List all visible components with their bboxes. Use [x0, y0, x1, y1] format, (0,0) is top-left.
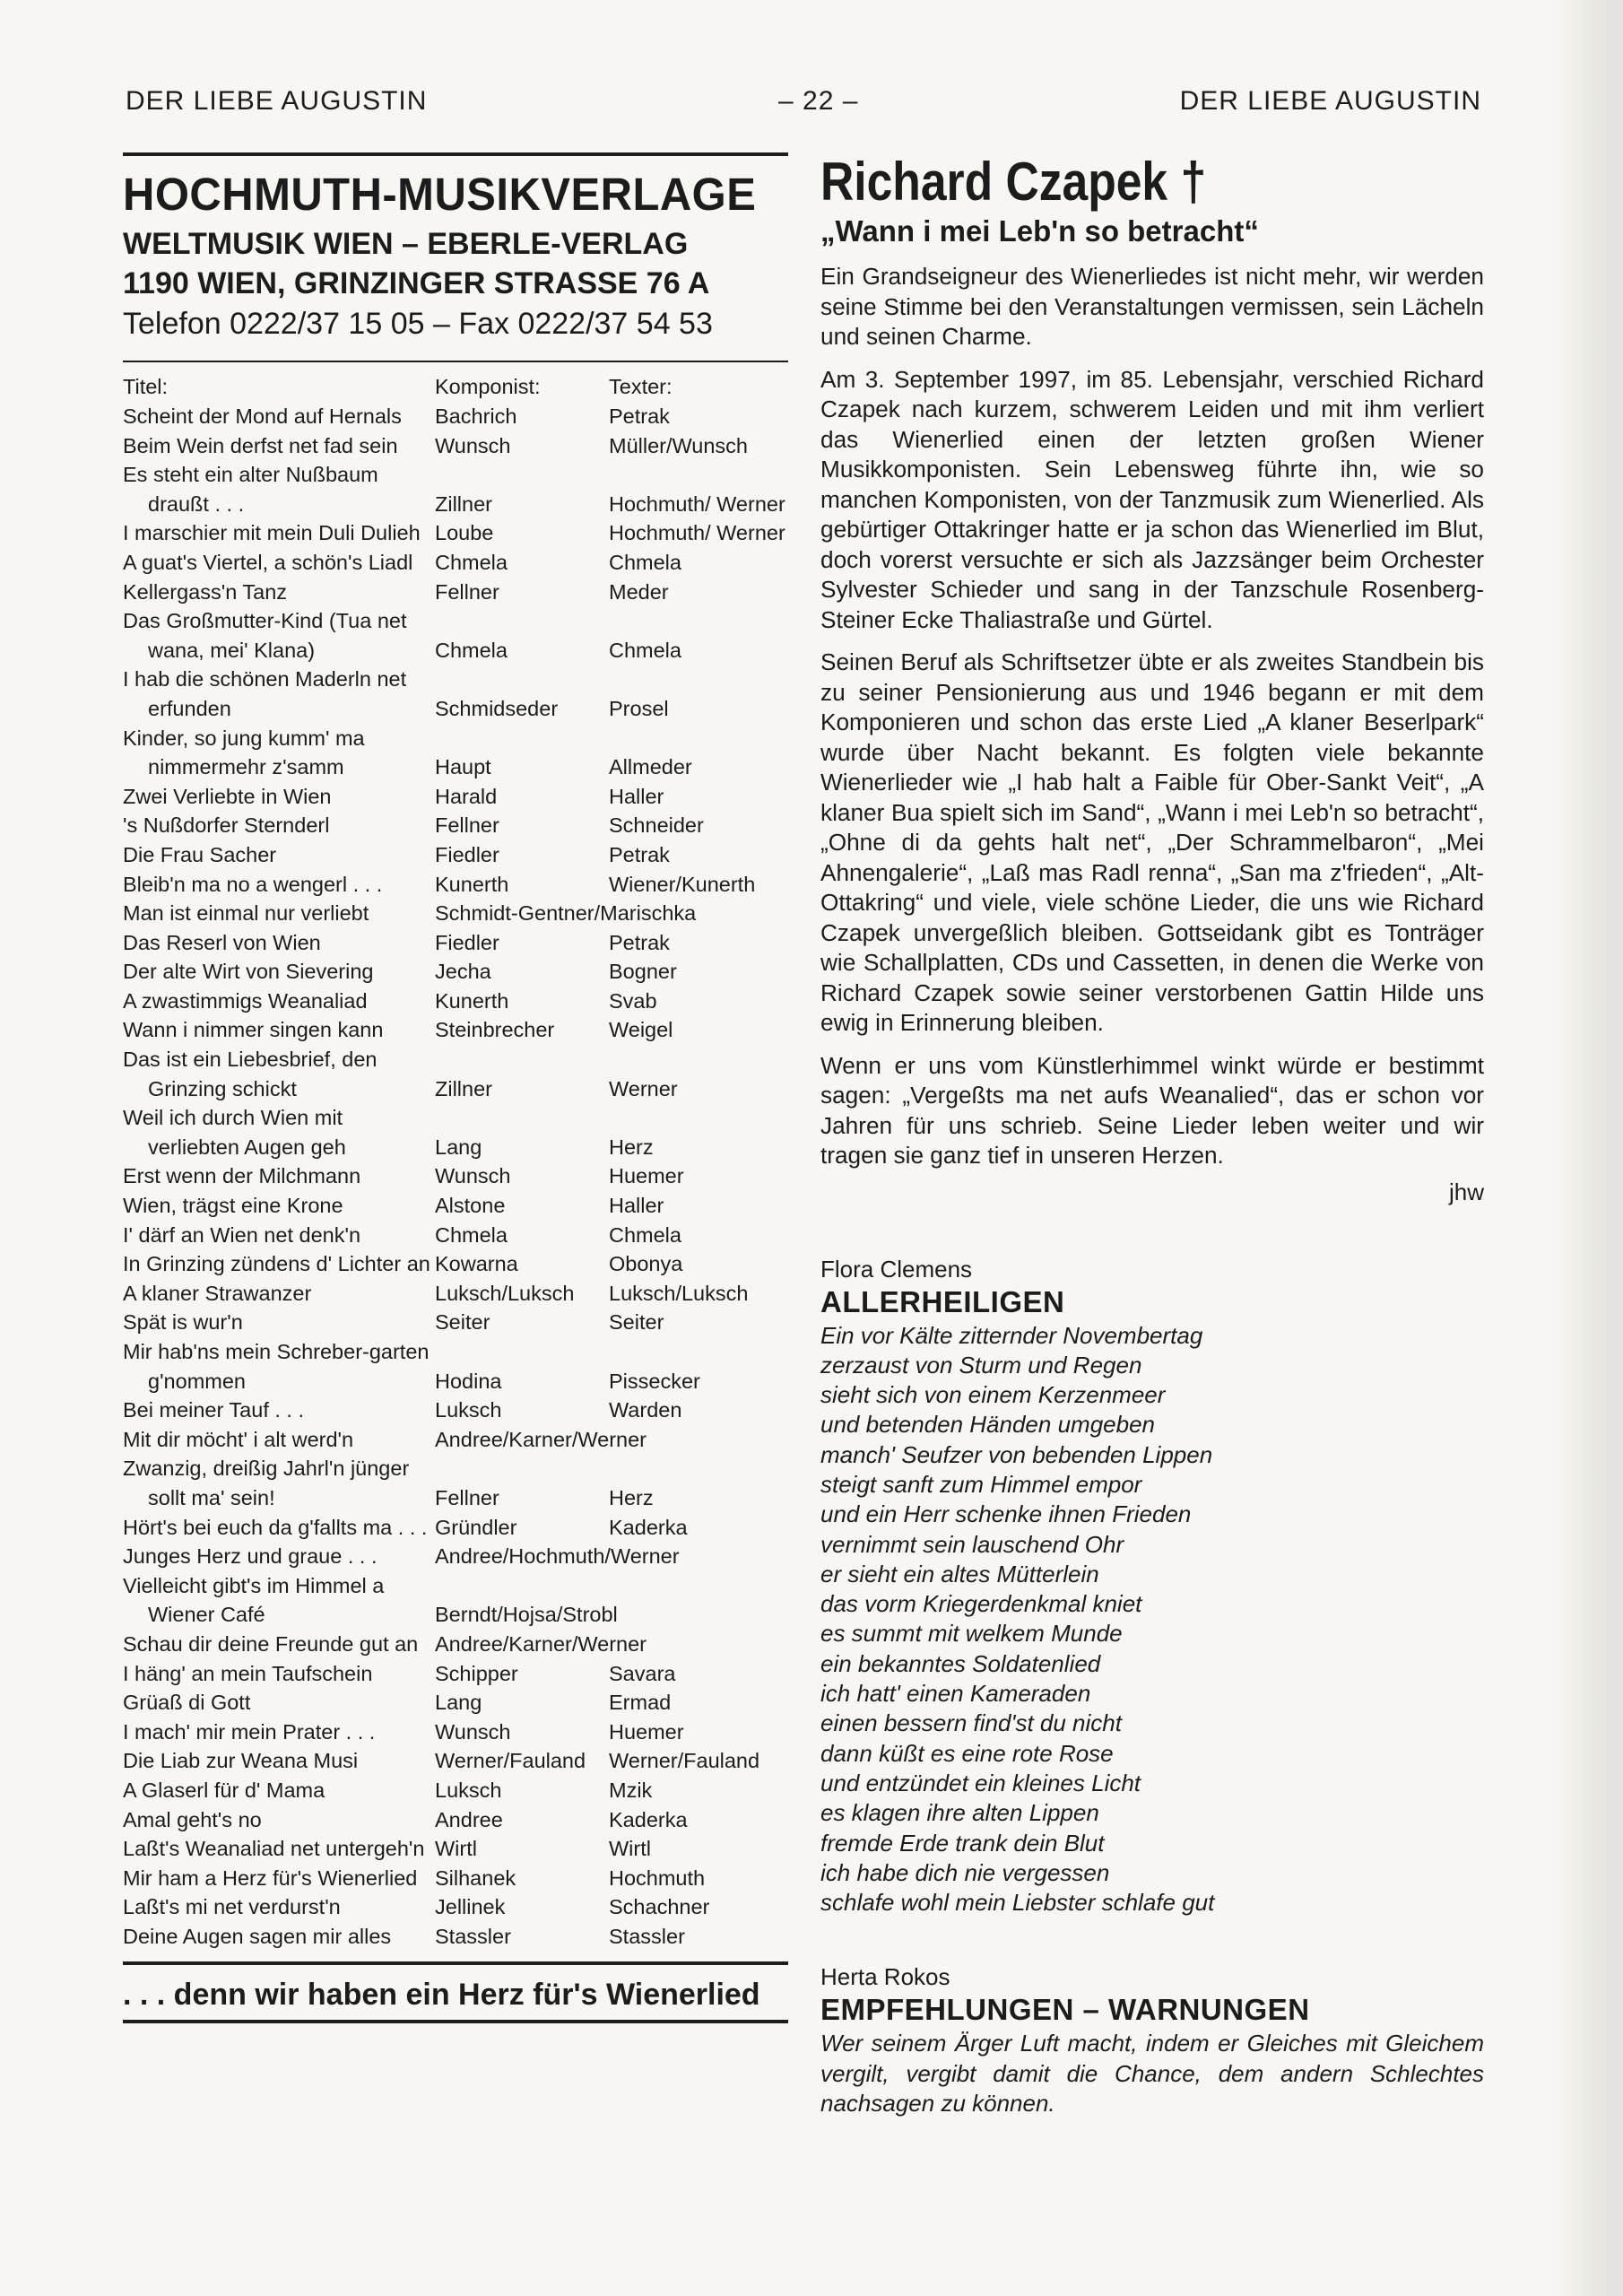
song-row	[123, 578, 788, 607]
song-row	[123, 782, 788, 812]
song-lyricist: Seiter	[609, 1310, 664, 1335]
column-title: Titel:	[123, 375, 169, 398]
aphorism-text: Wer seinem Ärger Luft macht, indem er Gleiches mit Gleichem vergilt, vergibt damit die Chance, dem andern Schlechtes nachsagen zu können.	[820, 2030, 1484, 2118]
song-composer: Lang	[435, 1135, 482, 1159]
song-lyricist: Kaderka	[609, 1515, 688, 1539]
song-lyricist: Schachner	[609, 1895, 710, 1919]
song-title: Hört's bei euch da g'fallts ma . . .	[123, 1515, 428, 1539]
song-row	[123, 431, 788, 461]
song-title: In Grinzing zündens d' Lichter an	[123, 1252, 430, 1276]
song-title: Weil ich durch Wien mit verliebten Augen geh	[123, 1106, 346, 1159]
song-composer: Zillner	[435, 1076, 492, 1100]
song-title: Amal geht's no	[123, 1807, 262, 1831]
song-row	[123, 1571, 788, 1630]
song-lyricist: Obonya	[609, 1252, 683, 1276]
song-composer: Fellner	[435, 579, 499, 604]
column-lyricist: Texter:	[609, 375, 673, 398]
song-row	[123, 840, 788, 870]
poem-line: das vorm Kriegerdenkmal kniet	[820, 1590, 1142, 1618]
song-title: Laßt's mi net verdurst'n	[123, 1895, 341, 1919]
song-title: Wann i nimmer singen kann	[123, 1018, 384, 1042]
song-title: Man ist einmal nur verliebt	[123, 901, 369, 926]
song-row	[123, 1425, 788, 1455]
song-lyricist: Chmela	[609, 1222, 681, 1247]
poem-title: ALLERHEILIGEN	[820, 1284, 1065, 1318]
song-title: Deine Augen sagen mir alles	[123, 1924, 392, 1948]
song-composer: Luksch/Luksch	[435, 1281, 575, 1305]
song-lyricist: Wiener/Kunerth	[609, 872, 756, 896]
song-composer: Steinbrecher	[435, 1018, 555, 1042]
song-row	[123, 870, 788, 900]
song-title: Grüaß di Gott	[123, 1691, 251, 1715]
song-composer: Alstone	[435, 1194, 506, 1218]
song-composer: Chmela	[435, 550, 508, 574]
song-title: I häng' an mein Taufschein	[123, 1661, 373, 1685]
song-composer: Chmela	[435, 1222, 508, 1247]
song-lyricist: Herz	[609, 1485, 654, 1509]
song-composer-lyricist: Schmidt-Gentner/Marischka	[435, 901, 697, 926]
song-row	[123, 1103, 788, 1161]
poem-line: ich habe dich nie vergessen	[820, 1858, 1110, 1886]
column-composer: Komponist:	[435, 375, 541, 398]
obituary-signature: jhw	[1448, 1178, 1484, 1205]
song-lyricist: Haller	[609, 784, 664, 808]
ad-subtitle: WELTMUSIK WIEN – EBERLE-VERLAG	[123, 227, 689, 261]
song-title: Junges Herz und graue . . .	[123, 1544, 378, 1569]
song-lyricist: Prosel	[609, 696, 669, 720]
poem-line: und betenden Händen umgeben	[820, 1411, 1155, 1439]
song-row	[123, 899, 788, 928]
song-composer: Loube	[435, 521, 494, 545]
song-row	[123, 1045, 788, 1103]
song-title: I hab die schönen Maderln net erfunden	[123, 667, 407, 720]
song-composer: Bachrich	[435, 404, 517, 428]
ad-rule	[123, 361, 788, 362]
right-column	[820, 152, 1484, 2119]
song-title: Laßt's Weanaliad net untergeh'n	[123, 1837, 425, 1861]
song-lyricist: Weigel	[609, 1018, 673, 1042]
song-composer: Schmidseder	[435, 696, 559, 720]
song-composer-lyricist: Andree/Hochmuth/Werner	[435, 1544, 680, 1569]
top-rule	[123, 152, 788, 156]
poem-line: es klagen ihre alten Lippen	[820, 1799, 1099, 1827]
poem-line: ein bekanntes Soldatenlied	[820, 1649, 1101, 1677]
song-title: Bei meiner Tauf . . .	[123, 1398, 305, 1422]
song-composer-lyricist: Berndt/Hojsa/Strobl	[435, 1603, 618, 1627]
page-edge	[1607, 0, 1623, 2296]
song-lyricist: Wirtl	[609, 1837, 651, 1861]
song-table	[123, 371, 788, 1951]
song-row	[123, 1834, 788, 1864]
poem-line: steigt sanft zum Himmel empor	[820, 1470, 1142, 1498]
song-composer: Silhanek	[435, 1866, 516, 1890]
song-row	[123, 1337, 788, 1396]
song-lyricist: Meder	[609, 579, 669, 604]
song-lyricist: Chmela	[609, 638, 681, 662]
song-composer: Lang	[435, 1691, 482, 1715]
song-row	[123, 1922, 788, 1952]
song-row	[123, 548, 788, 578]
song-composer: Jellinek	[435, 1895, 506, 1919]
song-row	[123, 1746, 788, 1776]
song-title: Vielleicht gibt's im Himmel a Wiener Café	[123, 1573, 385, 1627]
poem-line: zerzaust von Sturm und Regen	[820, 1351, 1142, 1378]
song-title: A klaner Strawanzer	[123, 1281, 312, 1305]
song-lyricist: Schneider	[609, 813, 704, 838]
song-title: Die Frau Sacher	[123, 842, 277, 866]
obituary-subtitle: „Wann i mei Leb'n so betracht“	[820, 214, 1259, 248]
song-lyricist: Hochmuth/ Werner	[609, 491, 785, 516]
song-row	[123, 1015, 788, 1045]
song-composer-lyricist: Andree/Karner/Werner	[435, 1427, 647, 1451]
song-lyricist: Chmela	[609, 550, 681, 574]
song-title: Das Reserl von Wien	[123, 930, 321, 954]
poem-line: einen bessern find'st du nicht	[820, 1709, 1122, 1737]
song-composer: Kowarna	[435, 1252, 518, 1276]
song-lyricist: Luksch/Luksch	[609, 1281, 749, 1305]
song-title: Das ist ein Liebesbrief, den Grinzing schickt	[123, 1048, 378, 1100]
song-composer: Wunsch	[435, 433, 511, 457]
song-row	[123, 1249, 788, 1279]
song-title: Spät is wur'n	[123, 1310, 243, 1335]
song-row	[123, 606, 788, 665]
song-title: A Glaserl für d' Mama	[123, 1778, 325, 1802]
poem-line: Ein vor Kälte zitternder Novembertag	[820, 1321, 1203, 1349]
song-title: Mit dir möcht' i alt werd'n	[123, 1427, 354, 1451]
ad-address: 1190 WIEN, GRINZINGER STRASSE 76 A	[123, 266, 710, 300]
song-title: Zwei Verliebte in Wien	[123, 784, 332, 808]
song-row	[123, 1513, 788, 1543]
song-row	[123, 1805, 788, 1835]
poem-author: Flora Clemens	[820, 1255, 973, 1283]
song-title: Zwanzig, dreißig Jahrl'n jünger sollt ma' sein!	[123, 1457, 410, 1509]
song-row	[123, 1308, 788, 1337]
song-row	[123, 1454, 788, 1512]
song-composer: Haupt	[435, 755, 491, 779]
song-row	[123, 1718, 788, 1747]
song-row	[123, 957, 788, 987]
song-row	[123, 665, 788, 723]
ad-tagline: . . . denn wir haben ein Herz für's Wienerlied	[123, 1978, 760, 2013]
running-head-right: DER LIEBE AUGUSTIN	[1179, 86, 1481, 116]
song-composer: Harald	[435, 784, 498, 808]
obituary-paragraph: Seinen Beruf als Schriftsetzer übte er als zweites Standbein bis zu seiner Pensionierung aus und 1946 begann er mit dem Komponieren und schon das erste Lied „A klaner Beserlpark“ wurde über Nacht bekannt. Es folgten viele bekannte Wienerlieder wie „I hab halt a Faible für Ober-Sankt Veit“, „A klaner Bua spielt sich im Sand“, „Wann i mei Leb'n so betracht“, „Ohne di da gehts halt net“, „Der Schrammelbaron“, „Mei Ahnengalerie“, „Laß mas Radl renna“, „San ma z'frieden“, „Alt-Ottakring“ und viele, viele schöne Lieder, die uns wie Richard Czapek unvergeßlich bleiben. Gottseidank gibt es Tonträger wie Schallplatten, CDs und Cassetten, in denen die Werke von Richard Czapek sowie seiner verstorbenen Gattin Hilde uns ewig in Erinnerung bleiben.	[820, 648, 1484, 1036]
song-lyricist: Hochmuth	[609, 1866, 706, 1890]
song-composer-lyricist: Andree/Karner/Werner	[435, 1631, 647, 1656]
poem-line: manch' Seufzer von bebenden Lippen	[820, 1440, 1213, 1468]
song-composer: Luksch	[435, 1778, 502, 1802]
poem-line: es summt mit welkem Munde	[820, 1620, 1123, 1648]
song-composer: Wirtl	[435, 1837, 477, 1861]
song-title: Kellergass'n Tanz	[123, 579, 288, 604]
song-title: A zwastimmigs Weanaliad	[123, 988, 368, 1013]
song-row	[123, 1191, 788, 1221]
song-lyricist: Stassler	[609, 1924, 685, 1948]
song-lyricist: Pissecker	[609, 1369, 700, 1393]
song-composer: Werner/Fauland	[435, 1749, 586, 1773]
poem-line: er sieht ein altes Mütterlein	[820, 1560, 1099, 1587]
song-composer: Andree	[435, 1807, 503, 1831]
song-title: I marschier mit mein Duli Dulieh	[123, 521, 421, 545]
song-composer: Wunsch	[435, 1164, 511, 1188]
song-lyricist: Kaderka	[609, 1807, 688, 1831]
song-lyricist: Werner/Fauland	[609, 1749, 760, 1773]
song-lyricist: Werner	[609, 1076, 678, 1100]
song-title: Kinder, so jung kumm' ma nimmermehr z'samm	[123, 726, 365, 779]
song-table-header	[123, 371, 788, 402]
obituary-title: Richard Czapek †	[820, 152, 1207, 212]
poem-line: dann küßt es eine rote Rose	[820, 1739, 1114, 1767]
obituary-paragraph: Wenn er uns vom Künstlerhimmel winkt würde er bestimmt sagen: „Vergeßts ma net aufs Weanalied“, das er schon vor Jahren für uns schrieb. Seine Lieder leben weiter und wir tragen sie ganz tief in unseren Herzen.	[820, 1051, 1484, 1169]
song-title: 's Nußdorfer Sternderl	[123, 813, 330, 838]
song-row	[123, 1279, 788, 1309]
song-title: Scheint der Mond auf Hernals	[123, 404, 402, 428]
song-title: Wien, trägst eine Krone	[123, 1194, 343, 1218]
song-lyricist: Savara	[609, 1661, 676, 1685]
song-composer: Stassler	[435, 1924, 511, 1948]
song-lyricist: Huemer	[609, 1719, 684, 1744]
song-lyricist: Allmeder	[609, 755, 692, 779]
song-lyricist: Petrak	[609, 930, 670, 954]
song-composer: Jecha	[435, 960, 491, 984]
song-composer: Fellner	[435, 813, 499, 838]
poem-line: schlafe wohl mein Liebster schlafe gut	[820, 1889, 1215, 1917]
song-composer: Seiter	[435, 1310, 490, 1335]
song-row	[123, 1892, 788, 1922]
song-lyricist: Herz	[609, 1135, 654, 1159]
poem-line: vernimmt sein lauschend Ohr	[820, 1530, 1124, 1558]
song-title: A guat's Viertel, a schön's Liadl	[123, 550, 413, 574]
song-title: Mir hab'ns mein Schreber-garten g'nommen	[123, 1340, 430, 1393]
song-lyricist: Petrak	[609, 404, 670, 428]
song-title: Bleib'n ma no a wengerl . . .	[123, 872, 383, 896]
song-title: I' därf an Wien net denk'n	[123, 1222, 361, 1247]
song-row	[123, 1659, 788, 1689]
song-composer: Fiedler	[435, 930, 499, 954]
bottom-rule-2	[123, 2020, 788, 2023]
song-row	[123, 1161, 788, 1191]
running-head-left: DER LIEBE AUGUSTIN	[126, 86, 428, 116]
song-row	[123, 724, 788, 782]
song-row	[123, 1776, 788, 1805]
obituary-paragraph: Ein Grandseigneur des Wienerliedes ist nicht mehr, wir werden seine Stimme bei den Veranstaltungen vermissen, sein Lächeln und seinen Charme.	[820, 263, 1484, 350]
song-row	[123, 1864, 788, 1893]
song-title: Die Liab zur Weana Musi	[123, 1749, 359, 1773]
song-lyricist: Hochmuth/ Werner	[609, 521, 785, 545]
song-composer: Schipper	[435, 1661, 518, 1685]
poem-line: fremde Erde trank dein Blut	[820, 1829, 1105, 1857]
publisher-advertisement	[123, 152, 788, 2023]
song-lyricist: Huemer	[609, 1164, 684, 1188]
song-composer: Gründler	[435, 1515, 517, 1539]
song-row	[123, 987, 788, 1016]
song-title: Das Großmutter-Kind (Tua net wana, mei' Klana)	[123, 609, 407, 662]
song-composer: Kunerth	[435, 872, 509, 896]
song-table-body	[123, 402, 788, 1951]
song-title: Der alte Wirt von Sievering	[123, 960, 374, 984]
ad-phone: Telefon 0222/37 15 05 – Fax 0222/37 54 53	[123, 307, 713, 341]
song-title: Mir ham a Herz für's Wienerlied	[123, 1866, 418, 1890]
song-title: I mach' mir mein Prater . . .	[123, 1719, 376, 1744]
song-row	[123, 518, 788, 548]
song-title: Schau dir deine Freunde gut an	[123, 1631, 419, 1656]
poem-line: und ein Herr schenke ihnen Frieden	[820, 1500, 1192, 1528]
song-row	[123, 928, 788, 958]
song-row	[123, 1221, 788, 1250]
poem-line: ich hatt' einen Kameraden	[820, 1680, 1091, 1708]
song-composer: Chmela	[435, 638, 508, 662]
song-composer: Luksch	[435, 1398, 502, 1422]
song-row	[123, 402, 788, 431]
song-composer: Hodina	[435, 1369, 502, 1393]
song-lyricist: Svab	[609, 988, 657, 1013]
song-title: Erst wenn der Milchmann	[123, 1164, 361, 1188]
song-lyricist: Müller/Wunsch	[609, 433, 748, 457]
song-lyricist: Petrak	[609, 842, 670, 866]
song-row	[123, 811, 788, 840]
song-composer: Zillner	[435, 491, 492, 516]
song-row	[123, 1688, 788, 1718]
bottom-rule-1	[123, 1961, 788, 1965]
song-lyricist: Mzik	[609, 1778, 653, 1802]
song-lyricist: Ermad	[609, 1691, 672, 1715]
song-composer: Kunerth	[435, 988, 509, 1013]
song-composer: Fellner	[435, 1485, 499, 1509]
song-lyricist: Bogner	[609, 960, 677, 984]
song-lyricist: Haller	[609, 1194, 664, 1218]
song-lyricist: Warden	[609, 1398, 682, 1422]
ad-title: HOCHMUTH-MUSIKVERLAGE	[123, 169, 757, 220]
poem-line: und entzündet ein kleines Licht	[820, 1769, 1141, 1796]
aphorism-author: Herta Rokos	[820, 1963, 950, 1991]
song-composer: Wunsch	[435, 1719, 511, 1744]
poem-line: sieht sich von einem Kerzenmeer	[820, 1381, 1166, 1409]
song-row	[123, 1396, 788, 1425]
song-title: Es steht ein alter Nußbaum draußt . . .	[123, 463, 378, 516]
aphorism-title: EMPFEHLUNGEN – WARNUNGEN	[820, 1993, 1310, 2027]
song-row	[123, 1542, 788, 1571]
song-row	[123, 460, 788, 518]
song-title: Beim Wein derfst net fad sein	[123, 433, 398, 457]
song-row	[123, 1630, 788, 1659]
obituary-paragraph: Am 3. September 1997, im 85. Lebensjahr, verschied Richard Czapek nach kurzem, schwerem Leiden und mit ihm verliert das Wienerlied einen der letzten großen Wiener Musikkomponisten. Sein Lebensweg führte ihn, wie so manchen Komponisten, von der Tanzmusik zum Wienerlied. Als gebürtiger Ottakringer hatte er ja schon das Wienerlied im Blut, doch vorerst versuchte er sich als Jazzsänger beim Orchester Sylvester Schieder und sang in der Tanzschule Rosenberg-Steiner Ecke Thaliastraße und Gürtel.	[820, 365, 1484, 633]
page-number: – 22 –	[778, 86, 859, 116]
song-composer: Fiedler	[435, 842, 499, 866]
poem-body	[820, 1321, 1484, 1918]
